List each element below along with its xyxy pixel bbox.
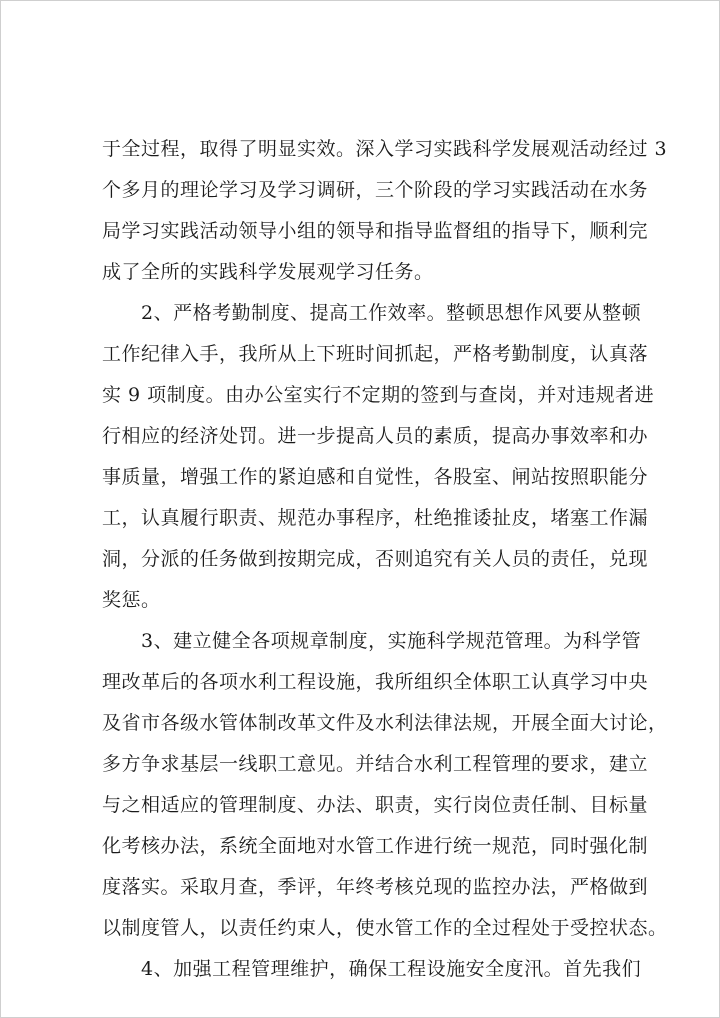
text-line: 化考核办法，系统全面地对水管工作进行统一规范，同时强化制 xyxy=(102,835,649,857)
text-line: 洞，分派的任务做到按期完成，否则追究有关人员的责任，兑现 xyxy=(102,548,649,570)
text-line: 与之相适应的管理制度、办法、职责，实行岗位责任制、目标量 xyxy=(102,794,649,816)
text-line: 事质量，增强工作的紧迫感和自觉性，各股室、闸站按照职能分 xyxy=(102,466,649,488)
text-line: 及省市各级水管体制改革文件及水利法律法规，开展全面大讨论， xyxy=(102,712,668,734)
text-line: 3、建立健全各项规章制度，实施科学规范管理。为科学管 xyxy=(102,630,642,652)
text-line: 多方争求基层一线职工意见。并结合水利工程管理的要求，建立 xyxy=(102,753,649,775)
text-line: 于全过程，取得了明显实效。深入学习实践科学发展观活动经过 3 xyxy=(102,138,668,160)
text-line: 行相应的经济处罚。进一步提高人员的素质，提高办事效率和办 xyxy=(102,425,649,447)
text-line: 奖惩。 xyxy=(102,589,161,611)
text-line: 度落实。采取月查，季评，年终考核兑现的监控办法，严格做到 xyxy=(102,876,649,898)
document-body xyxy=(102,129,668,990)
text-line: 理改革后的各项水利工程设施，我所组织全体职工认真学习中央 xyxy=(102,671,649,693)
text-line: 成了全所的实践科学发展观学习任务。 xyxy=(102,261,434,283)
text-line: 局学习实践活动领导小组的领导和指导监督组的指导下，顺利完 xyxy=(102,220,649,242)
text-line: 4、加强工程管理维护，确保工程设施安全度汛。首先我们 xyxy=(102,958,642,980)
text-line: 工作纪律入手，我所从上下班时间抓起，严格考勤制度，认真落 xyxy=(102,343,649,365)
text-line: 实 9 项制度。由办公室实行不定期的签到与查岗，并对违规者进 xyxy=(102,384,655,406)
text-line: 工，认真履行职责、规范办事程序，杜绝推诿扯皮，堵塞工作漏 xyxy=(102,507,649,529)
text-line: 2、严格考勤制度、提高工作效率。整顿思想作风要从整顿 xyxy=(102,302,642,324)
text-line: 个多月的理论学习及学习调研，三个阶段的学习实践活动在水务 xyxy=(102,179,649,201)
text-line: 以制度管人，以责任约束人，使水管工作的全过程处于受控状态。 xyxy=(102,917,668,939)
